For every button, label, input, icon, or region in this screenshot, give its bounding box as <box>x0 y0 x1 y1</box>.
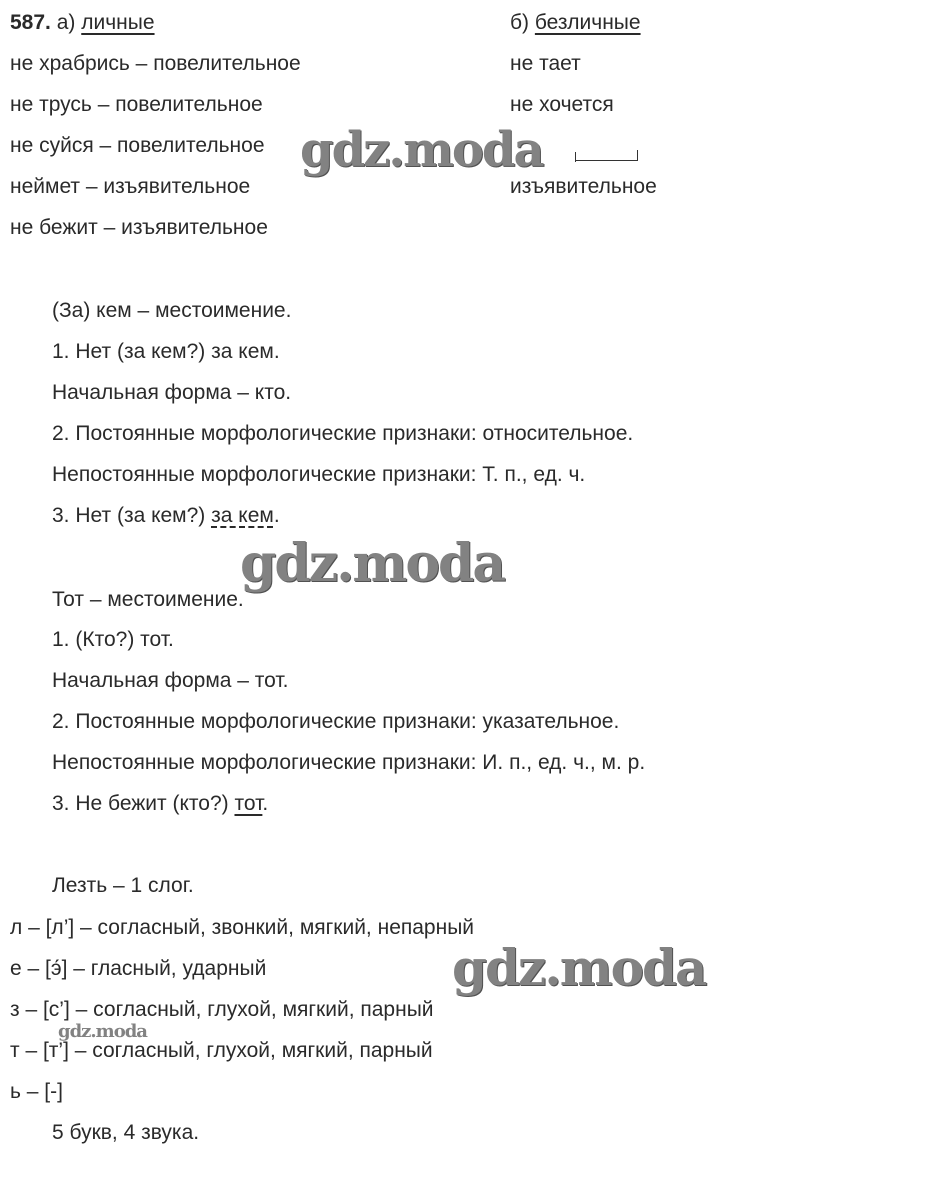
heading-impersonal: безличные <box>534 11 641 34</box>
watermark-logo-small: gdz.moda <box>58 1021 147 1042</box>
kem-title: (За) кем – местоимение. <box>52 299 292 322</box>
left-item: не трусь – повелительное <box>10 93 263 116</box>
phonetics-row: е – [э́] – гласный, ударный <box>10 957 267 980</box>
kem-line: 1. Нет (за кем?) за кем. <box>52 340 280 363</box>
tot-line: 2. Постоянные морфологические признаки: указательное. <box>52 710 620 733</box>
phonetics-row: л – [л’] – согласный, звонкий, мягкий, непарный <box>10 916 475 939</box>
left-item: не бежит – изъявительное <box>10 216 268 239</box>
kem-underlined: за кем <box>211 504 274 527</box>
tot-line <box>52 792 268 816</box>
tot-line-end: . <box>262 792 269 815</box>
phonetics-summary: 5 букв, 4 звука. <box>52 1121 200 1144</box>
watermark-logo: gdz.moda <box>240 533 505 594</box>
heading-personal: личные <box>81 11 155 34</box>
kem-line-text: 3. Нет (за кем?) <box>52 504 212 527</box>
watermark-logo: gdz.moda <box>452 938 706 997</box>
phonetics-row: ь – [-] <box>10 1080 63 1103</box>
watermark-logo: gdz.moda <box>300 122 543 178</box>
right-item: не тает <box>510 52 581 75</box>
label-b: б) <box>510 11 530 34</box>
kem-line: Непостоянные морфологические признаки: Т. п., ед. ч. <box>52 463 586 486</box>
kem-line: Начальная форма – кто. <box>52 381 292 404</box>
label-a: а) <box>56 11 76 34</box>
kem-line <box>52 504 280 528</box>
tot-title: Тот – местоимение. <box>52 588 244 611</box>
phonetics-row: т – [т’] – согласный, глухой, мягкий, парный <box>10 1039 433 1062</box>
task-number: 587. <box>10 11 51 34</box>
left-item: не суйся – повелительное <box>10 134 265 157</box>
tot-line: 1. (Кто?) тот. <box>52 628 174 651</box>
right-item: не хочется <box>510 93 614 116</box>
tot-underlined: тот <box>234 792 263 815</box>
grouping-brace-tick <box>575 152 577 162</box>
right-item: изъявительное <box>510 175 657 198</box>
grouping-brace <box>575 150 638 161</box>
phonetics-title: Лезть – 1 слог. <box>52 874 194 897</box>
tot-line: Начальная форма – тот. <box>52 669 289 692</box>
kem-line-end: . <box>273 504 280 527</box>
left-item: неймет – изъявительное <box>10 175 251 198</box>
tot-line: Непостоянные морфологические признаки: И. п., ед. ч., м. р. <box>52 751 646 774</box>
phonetics-row: з – [с’] – согласный, глухой, мягкий, парный <box>10 998 434 1021</box>
kem-line: 2. Постоянные морфологические признаки: относительное. <box>52 422 634 445</box>
tot-line-text: 3. Не бежит (кто?) <box>52 792 235 815</box>
left-item: не храбрись – повелительное <box>10 52 301 75</box>
